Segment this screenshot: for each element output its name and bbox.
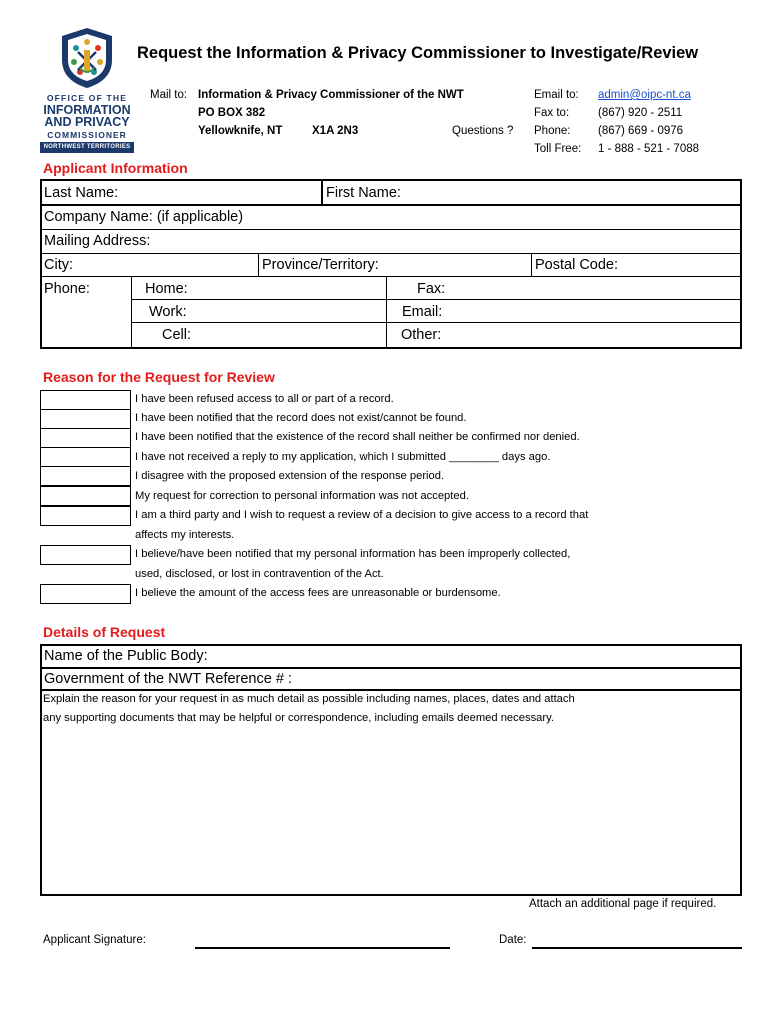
row-divider (132, 322, 741, 323)
details-heading: Details of Request (43, 624, 166, 640)
row-divider (41, 253, 741, 254)
row-divider (41, 276, 741, 277)
province-field[interactable]: Province/Territory: (262, 257, 379, 273)
city-field[interactable]: City: (44, 257, 73, 273)
reason-text: I believe/have been notified that my personal information has been improperly collected, (135, 548, 571, 560)
col-divider (531, 254, 532, 277)
logo-text-information: INFORMATION (43, 103, 131, 117)
fax-field[interactable]: Fax: (417, 281, 446, 297)
mail-postal: X1A 2N3 (312, 125, 359, 137)
oipc-emblem-icon (58, 26, 116, 90)
applicant-heading: Applicant Information (43, 160, 188, 176)
public-body-field[interactable]: Name of the Public Body: (44, 648, 208, 664)
reason-text: I have been refused access to all or part of a record. (135, 393, 394, 405)
reason-text: used, disclosed, or lost in contravention of the Act. (135, 568, 384, 580)
reason-checkbox-refused[interactable] (40, 390, 131, 410)
mail-address-line1: Information & Privacy Commissioner of the NWT (198, 89, 464, 101)
reason-checkbox-no-reply[interactable] (40, 447, 131, 467)
reason-text: I believe the amount of the access fees are unreasonable or burdensome. (135, 587, 501, 599)
email-link[interactable]: admin@oipc-nt.ca (598, 89, 691, 101)
work-phone-field[interactable]: Work: (149, 304, 187, 320)
logo-text-office: OFFICE OF THE (46, 93, 128, 103)
reason-checkbox-correction[interactable] (40, 486, 131, 506)
reason-text: I am a third party and I wish to request a review of a decision to give access to a record that (135, 509, 589, 521)
logo-text-privacy: AND PRIVACY (44, 115, 130, 129)
other-field[interactable]: Other: (401, 327, 442, 343)
explanation-instructions-line2: any supporting documents that may be helpful or correspondence, including emails deemed necessary. (43, 712, 554, 724)
reason-checkbox-not-exist[interactable] (40, 409, 131, 429)
row-divider (41, 204, 741, 206)
home-phone-field[interactable]: Home: (145, 281, 188, 297)
reason-text: affects my interests. (135, 529, 235, 541)
reason-checkbox-neither-confirmed[interactable] (40, 428, 131, 448)
reason-checkbox-fees[interactable] (40, 584, 131, 604)
page-title: Request the Information & Privacy Commissioner to Investigate/Review (137, 44, 699, 62)
signature-label: Applicant Signature: (43, 934, 146, 946)
tollfree-number: 1 - 888 - 521 - 7088 (598, 143, 700, 155)
row-divider (41, 229, 741, 230)
row-divider (132, 299, 741, 300)
date-label: Date: (499, 934, 527, 946)
last-name-field[interactable]: Last Name: (44, 185, 119, 201)
mail-address-line2: PO BOX 382 (198, 107, 266, 119)
reason-text: I have not received a reply to my application, which I submitted ________ days ago. (135, 451, 551, 463)
fax-label: Fax to: (534, 107, 570, 119)
email-label: Email to: (534, 89, 579, 101)
mail-city: Yellowknife, NT (198, 125, 283, 137)
oipc-logo (40, 26, 134, 156)
phone-label: Phone: (44, 281, 90, 297)
phone-number: (867) 669 - 0976 (598, 125, 684, 137)
logo-text-nwt: NORTHWEST TERRITORIES (40, 142, 134, 153)
reason-heading: Reason for the Request for Review (43, 369, 275, 385)
tollfree-label: Toll Free: (534, 143, 582, 155)
fax-number: (867) 920 - 2511 (598, 107, 683, 119)
attach-note: Attach an additional page if required. (529, 898, 717, 910)
explanation-instructions-line1: Explain the reason for your request in as much detail as possible including names, places, dates and attach (43, 693, 575, 705)
reason-text: I disagree with the proposed extension of the response period. (135, 470, 445, 482)
mailing-address-field[interactable]: Mailing Address: (44, 233, 151, 249)
logo-text-commissioner: COMMISSIONER (47, 130, 127, 140)
mail-label: Mail to: (150, 89, 188, 101)
date-line[interactable] (532, 947, 742, 949)
col-divider (131, 277, 132, 348)
col-divider (386, 277, 387, 348)
postal-code-field[interactable]: Postal Code: (535, 257, 619, 273)
company-name-field[interactable]: Company Name: (if applicable) (44, 209, 244, 225)
cell-phone-field[interactable]: Cell: (162, 327, 192, 343)
reason-text: I have been notified that the record does not exist/cannot be found. (135, 412, 467, 424)
reference-field[interactable]: Government of the NWT Reference # : (44, 671, 292, 687)
reason-checkbox-personal-info[interactable] (40, 545, 131, 565)
email-field[interactable]: Email: (402, 304, 443, 320)
first-name-field[interactable]: First Name: (326, 185, 401, 201)
reason-text: My request for correction to personal information was not accepted. (135, 490, 469, 502)
questions-label: Questions ? (452, 125, 514, 137)
col-divider (321, 180, 323, 205)
col-divider (258, 254, 259, 277)
reason-checkbox-third-party[interactable] (40, 506, 131, 526)
reason-checkbox-extension[interactable] (40, 466, 131, 486)
reason-text: I have been notified that the existence of the record shall neither be confirmed nor denied. (135, 431, 580, 443)
phone-label: Phone: (534, 125, 571, 137)
signature-line[interactable] (195, 947, 450, 949)
